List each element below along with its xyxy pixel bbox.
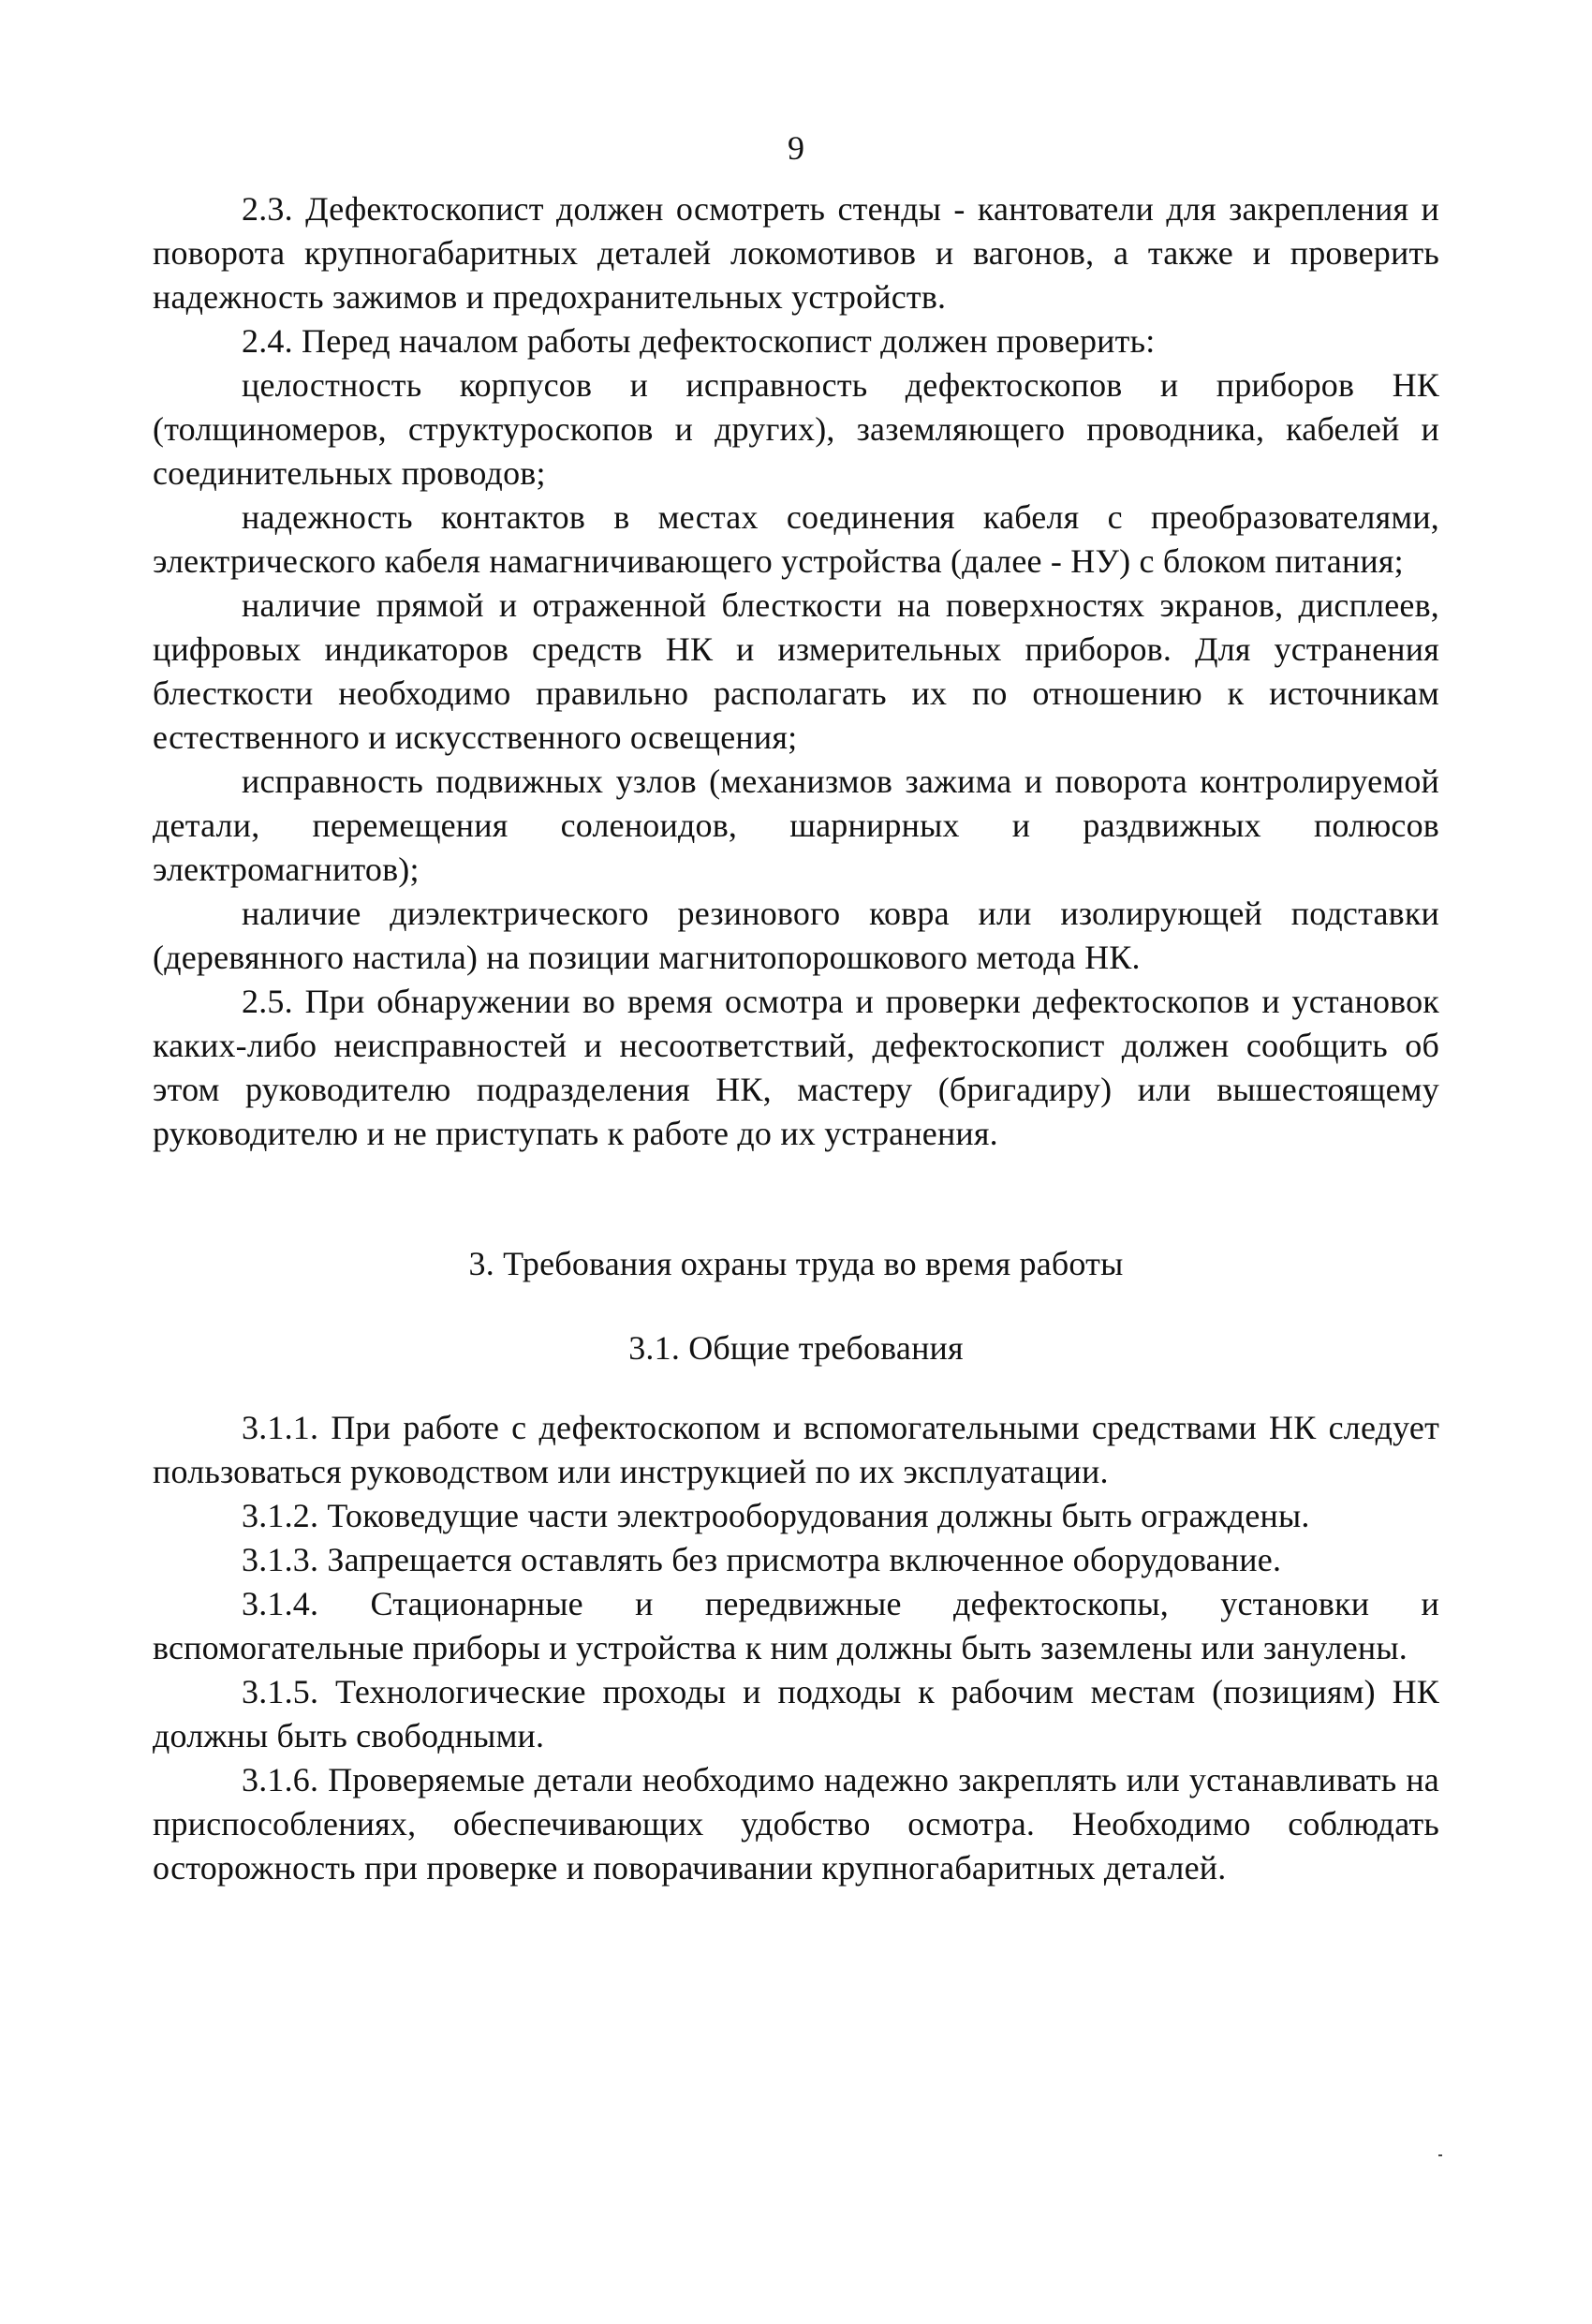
paragraph-3-1-3: 3.1.3. Запрещается оставлять без присмотра включенное оборудование. bbox=[242, 1541, 1282, 1578]
paragraph-2-4-item: надежность контактов в местах соединения кабеля с преобразователями, электрического кабеля намагничивающего устройства (далее - НУ) с блоком питания; bbox=[153, 498, 1439, 580]
paragraph-2-5: 2.5. При обнаружении во время осмотра и проверки дефектоскопов и установок каких-либо неисправностей и несоответствий, дефектоскопист должен сообщить об этом руководителю подразделения НК, мастеру (бригадиру) или вышестоящему руководителю и не приступать к работе до их устранения. bbox=[153, 983, 1439, 1152]
paragraph-3-1-1: 3.1.1. При работе с дефектоскопом и вспомогательными средствами НК следует пользоваться руководством или инструкцией по их эксплуатации. bbox=[153, 1409, 1439, 1490]
paragraph-2-3: 2.3. Дефектоскопист должен осмотреть стенды - кантователи для закрепления и поворота крупногабаритных деталей локомотивов и вагонов, а также и проверить надежность зажимов и предохранительных устройств. bbox=[153, 190, 1439, 316]
page-number: 9 bbox=[788, 129, 804, 167]
spacer bbox=[153, 1286, 1439, 1326]
paragraph-3-1-4: 3.1.4. Стационарные и передвижные дефектоскопы, установки и вспомогательные приборы и устройства к ним должны быть заземлены или занулены. bbox=[153, 1585, 1439, 1666]
paragraph-2-4-item: целостность корпусов и исправность дефектоскопов и приборов НК (толщиномеров, структуроскопов и других), заземляющего проводника, кабелей и соединительных проводов; bbox=[153, 366, 1439, 492]
page-body bbox=[153, 187, 1439, 1890]
paragraph-2-4-item: наличие прямой и отраженной блесткости на поверхностях экранов, дисплеев, цифровых индикаторов средств НК и измерительных приборов. Для устранения блесткости необходимо правильно располагать их по отношению к источникам естественного и искусственного освещения; bbox=[153, 586, 1439, 756]
spacer bbox=[153, 1156, 1439, 1242]
paragraph-2-4-item: исправность подвижных узлов (механизмов зажима и поворота контролируемой детали, перемещения соленоидов, шарнирных и раздвижных полюсов электромагнитов); bbox=[153, 762, 1439, 888]
paragraph-2-4-item: наличие диэлектрического резинового ковра или изолирующей подставки (деревянного настила) на позиции магнитопорошкового метода НК. bbox=[153, 895, 1439, 976]
subsection-heading: 3.1. Общие требования bbox=[628, 1329, 964, 1367]
paragraph-3-1-5: 3.1.5. Технологические проходы и подходы к рабочим местам (позициям) НК должны быть свободными. bbox=[153, 1673, 1439, 1754]
section-heading: 3. Требования охраны труда во время работы bbox=[468, 1245, 1124, 1282]
spacer bbox=[153, 1370, 1439, 1406]
paragraph-2-4: 2.4. Перед началом работы дефектоскопист должен проверить: bbox=[242, 322, 1156, 360]
paragraph-3-1-6: 3.1.6. Проверяемые детали необходимо надежно закреплять или устанавливать на приспособлениях, обеспечивающих удобство осмотра. Необходимо соблюдать осторожность при проверке и поворачивании крупногабаритных деталей. bbox=[153, 1761, 1439, 1887]
scan-speck bbox=[1438, 2154, 1442, 2156]
paragraph-3-1-2: 3.1.2. Токоведущие части электрооборудования должны быть ограждены. bbox=[242, 1497, 1310, 1534]
